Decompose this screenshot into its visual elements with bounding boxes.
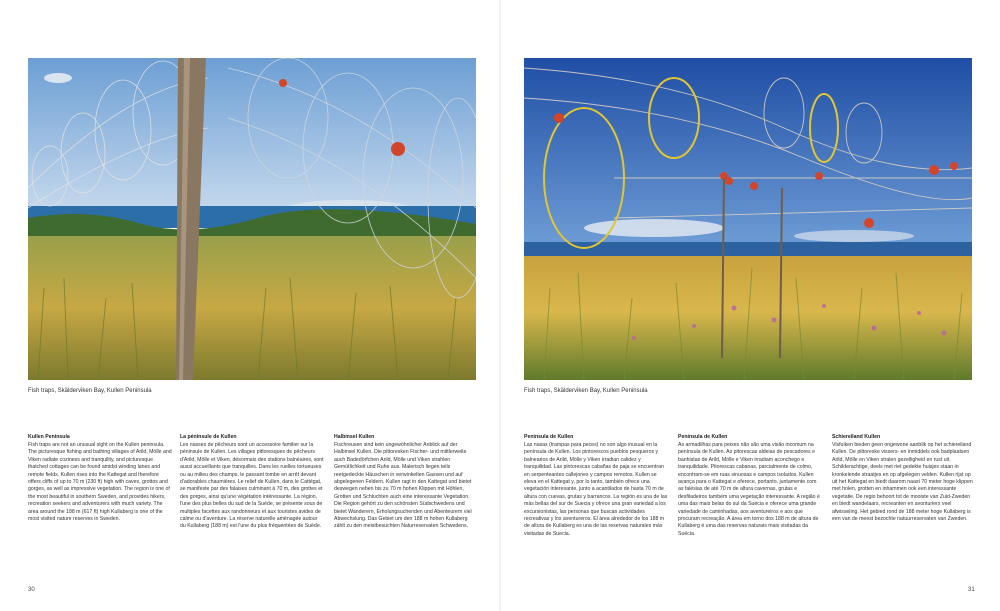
column-heading: Schiereiland Kullen — [832, 434, 881, 440]
fish-traps-illustration-right — [524, 58, 972, 380]
photo-caption: Fish traps, Skälderviken Bay, Kullen Peninsula — [524, 388, 648, 394]
page-number: 30 — [28, 587, 35, 593]
column-heading: Kullen Peninsula — [28, 434, 70, 440]
fish-traps-photo-right — [524, 58, 972, 380]
text-column-german — [334, 434, 478, 531]
column-text: Fish traps are not an unusual sight on the Kullen peninsula. The picturesque fishing and bathing villages of Arild, Mölle and Viken radiate coziness and tranquility, and picturesque thatched cottages can be found amidst winding lanes and remote fields. Kullen rises into the Kattegat and therefore offers cliffs of up to 70 m (230 ft) high with caves, grottos and gorges, as well as impressive vegetation. The region is one of the most beautiful in southern Sweden, and provides hikers, recreation seekers and adventurers with much variety. The area around the 188 m (617 ft) high Kullaberg is one of the most visited nature reserves in Sweden. — [28, 442, 172, 523]
photo-caption: Fish traps, Skälderviken Bay, Kullen Peninsula — [28, 388, 152, 394]
text-column-dutch — [832, 434, 976, 523]
column-text: As armadilhas para peixes não são uma visão incomum na península de Kullen. As pitorescas aldeias de pescadores e banhistas de Arild, Mölle e Viken irradiam aconchego e tranquilidade. Pitorescas cabanas, parcialmente de colmo, encontram-se em ruas sinuosas e campos isolados. Kullen avança para o Kattegat e oferece, portanto, juntamente com as falésias de até 70 m de altura cavernas, grutas e desfiladeiros também uma vegetação interessante. A região é uma das mais belas do sul da Suécia e oferece uma grande variedade de caminhadas, aos aventureiros e aos que procuram recreação. A área em torno dos 188 m de altura de Kullaberg é uma das reservas naturais mais visitadas da Suécia. — [678, 442, 820, 537]
right-page — [500, 0, 1000, 611]
page-number: 31 — [968, 587, 975, 593]
column-text: Les nasses de pêcheurs sont un accessoire familier sur la péninsule de Kullen. Les villages pittoresques de pêcheurs d'Arild, Mölle et Viken, désormais des stations balnéaires, sont aussi accueillants que tranquilles. Dans les ruelles tortueuses ou au milieu des champs, le passant tombe en arrêt devant d'adorables chaumières. Le relief de Kullen, dans le Cattégat, se manifeste par des falaises culminant à 70 m, des grottes et des gorges, ainsi qu'une végétation intéressante. La région, l'une des plus belles du sud de la Suède, se présente sous de multiples facettes aux randonneurs et aux touristes avides de calme ou d'aventure. La réserve naturelle aménagée autour du Kullaberg (188 m) est l'une du plus fréquentées de Suède. — [180, 442, 324, 530]
column-heading: Halbinsel Kullen — [334, 434, 375, 440]
column-heading: La péninsule de Kullen — [180, 434, 237, 440]
text-column-french — [180, 434, 324, 531]
column-heading: Península de Kullen — [678, 434, 728, 440]
text-column-english — [28, 434, 172, 523]
text-column-portuguese — [678, 434, 822, 538]
fish-traps-illustration-left — [28, 58, 476, 380]
fish-traps-photo-left — [28, 58, 476, 380]
column-text: Visfuiken bieden geen ongewone aanblik op het schiereiland Kullen. De pittoreske vissers- en inmiddels ook badplaatsen Arild, Mölle en Viken stralen gezelligheid en rust uit. Schilderachtige, deels met riet gedekte huisjes staan in kronkelende straatjes en op afgelegen velden. Kullen rijst op uit het Kattegat en biedt daarom naast 70 meter hoge klippen met holen, grotten en inhammen ook een interessante vegetatie. De regio behoort tot de mooiste van Zuid-Zweden en biedt wandelaars, recreanten en avonturiers veel afwisseling. Het gebied rond de 188 meter hoge Kullaberg is een van de meest bezochte natuurreservaten van Zweden. — [832, 442, 973, 523]
column-heading: Península de Kullen — [524, 434, 574, 440]
column-text: Fischreusen sind kein ungewöhnlicher Anblick auf der Halbinsel Kullen. Die pittoresken Fischer- und mittlerweile auch Badedörfchen Arild, Mölle und Viken strahlen Gemütlichkeit und Ruhe aus. Malerisch liegen teils reetgedeckte Häuschen in verwinkelten Gassen und auf abgelegenen Feldern. Kullen ragt in den Kattegat und bietet deswegen neben bis zu 70 m hohen Klippen mit Höhlen, Grotten und Schluchten auch eine interessante Vegetation. Die Region gehört zu den schönsten Südschwedens und bietet Wanderern, Erholungsuchenden und Abenteurern viel Abwechslung. Das Gebiet um den 188 m hohen Kullaberg zählt zu den meistbesuchten Naturreservaten Schwedens. — [334, 442, 472, 530]
column-text: Las nasas (trampas para peces) no son algo inusual en la península de Kullen. Los pintorescos pueblos pesqueros y balnearios de Arild, Mölle y Viken irradian calidez y tranquilidad. Las pintorescas cabañas de paja se encuentran en serpenteantes callejones y campos remotos. Kullen se eleva en el Kattegat y, por lo tanto, también ofrece una vegetación interesante, junto a acantilados de hasta 70 m de altura con cuevas, grutas y barrancos. La región es una de las más bellas del sur de Suecia y ofrece una gran variedad a los excursionistas, las personas que buscan actividades recreativas y los aventureros. El área alrededor de los 188 m de altura de Kullaberg es una de las reservas naturales más visitadas de Suecia. — [524, 442, 668, 537]
text-column-spanish — [524, 434, 668, 538]
